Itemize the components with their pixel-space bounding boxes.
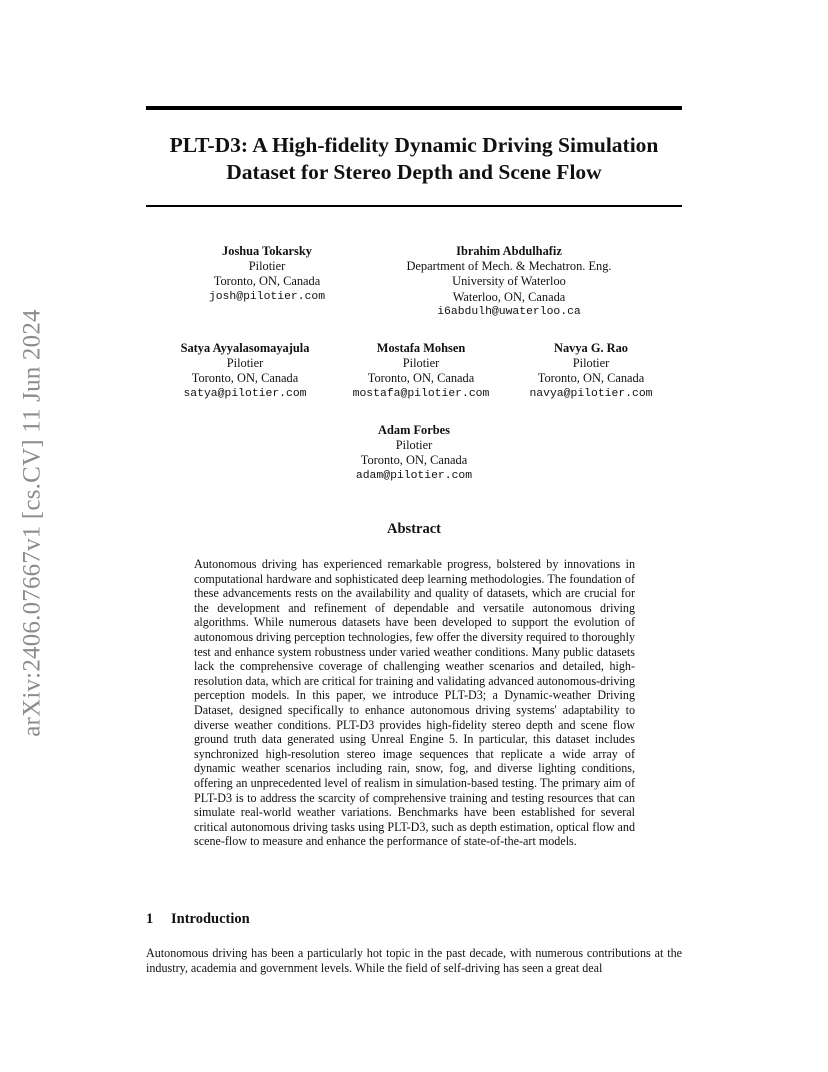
author-email[interactable]: adam@pilotier.com bbox=[355, 469, 473, 482]
author-email[interactable]: josh@pilotier.com bbox=[208, 290, 326, 303]
author-email[interactable]: i6abdulh@uwaterloo.ca bbox=[437, 305, 581, 318]
author-block bbox=[160, 341, 330, 402]
author-location: Toronto, ON, Canada bbox=[213, 274, 321, 289]
author-affiliation: Pilotier bbox=[572, 356, 610, 371]
author-institution: University of Waterloo bbox=[452, 274, 566, 289]
abstract-heading: Abstract bbox=[387, 521, 441, 537]
author-location: Toronto, ON, Canada bbox=[367, 371, 475, 386]
author-affiliation: Pilotier bbox=[402, 356, 440, 371]
author-affiliation: Pilotier bbox=[248, 259, 286, 274]
introduction-text: Autonomous driving has been a particularly hot topic in the past decade, with numerous contributions at the industry, academia and government levels. While the field of self-driving has seen a great deal bbox=[146, 946, 682, 975]
section-title: Introduction bbox=[171, 911, 250, 927]
title-bottom-rule bbox=[146, 205, 682, 207]
author-email[interactable]: navya@pilotier.com bbox=[529, 387, 653, 400]
author-name: Satya Ayyalasomayajula bbox=[180, 341, 310, 355]
author-affiliation: Pilotier bbox=[226, 356, 264, 371]
author-location: Toronto, ON, Canada bbox=[537, 371, 645, 386]
section-number: 1 bbox=[146, 911, 154, 927]
author-block bbox=[378, 244, 640, 320]
author-location: Waterloo, ON, Canada bbox=[452, 289, 566, 304]
author-affiliation: Pilotier bbox=[395, 438, 433, 453]
author-name: Ibrahim Abdulhafiz bbox=[456, 244, 562, 258]
author-name: Joshua Tokarsky bbox=[222, 244, 312, 258]
author-affiliation: Department of Mech. & Mechatron. Eng. bbox=[406, 259, 612, 274]
paper-title: PLT-D3: A High-fidelity Dynamic Driving Simulation Dataset for Stereo Depth and Scene Flow bbox=[169, 133, 659, 184]
author-block bbox=[515, 341, 667, 402]
author-name: Navya G. Rao bbox=[554, 341, 628, 355]
author-email[interactable]: mostafa@pilotier.com bbox=[352, 387, 490, 400]
author-name: Mostafa Mohsen bbox=[376, 341, 466, 355]
arxiv-identifier: arXiv:2406.07667v1 [cs.CV] 11 Jun 2024 bbox=[19, 309, 47, 737]
author-email[interactable]: satya@pilotier.com bbox=[183, 387, 307, 400]
title-top-rule bbox=[146, 106, 682, 110]
author-location: Toronto, ON, Canada bbox=[360, 453, 468, 468]
author-location: Toronto, ON, Canada bbox=[191, 371, 299, 386]
author-block bbox=[334, 423, 494, 484]
abstract-text: Autonomous driving has experienced remarkable progress, bolstered by innovations in computational hardware and sophisticated deep learning methodologies. The foundation of these advancements rests on the availability and quality of datasets, which are crucial for the development and refinement of dependable and versatile autonomous driving algorithms. While numerous datasets have been developed to support the evolution of autonomous driving perception technologies, few offer the diversity required to thoroughly test and enhance system robustness under varied weather conditions. Many public datasets lack the comprehensive coverage of challenging weather scenarios and detailed, high-resolution data, which are critical for training and validating advanced autonomous-driving perception models. In this paper, we introduce PLT-D3; a Dynamic-weather Driving Dataset, designed specifically to enhance autonomous driving systems' adaptability to diverse weather conditions. PLT-D3 provides high-fidelity stereo depth and scene flow ground truth data generated using Unreal Engine 5. In particular, this dataset includes synchronized high-resolution stereo image sequences that replicate a wide array of dynamic weather scenarios including rain, snow, fog, and diverse lighting conditions, offering an unprecedented level of realism in simulation-based testing. The primary aim of PLT-D3 is to address the scarcity of comprehensive training and testing resources that can simulate real-world weather variations. Benchmarks have been established for several critical autonomous driving tasks using PLT-D3, such as depth estimation, optical flow and scene-flow to measure and enhance the performance of state-of-the-art models. bbox=[194, 557, 635, 849]
author-name: Adam Forbes bbox=[378, 423, 450, 437]
section-heading bbox=[146, 911, 250, 928]
author-block bbox=[340, 341, 502, 402]
author-block bbox=[187, 244, 347, 305]
arxiv-stamp bbox=[13, 288, 53, 758]
